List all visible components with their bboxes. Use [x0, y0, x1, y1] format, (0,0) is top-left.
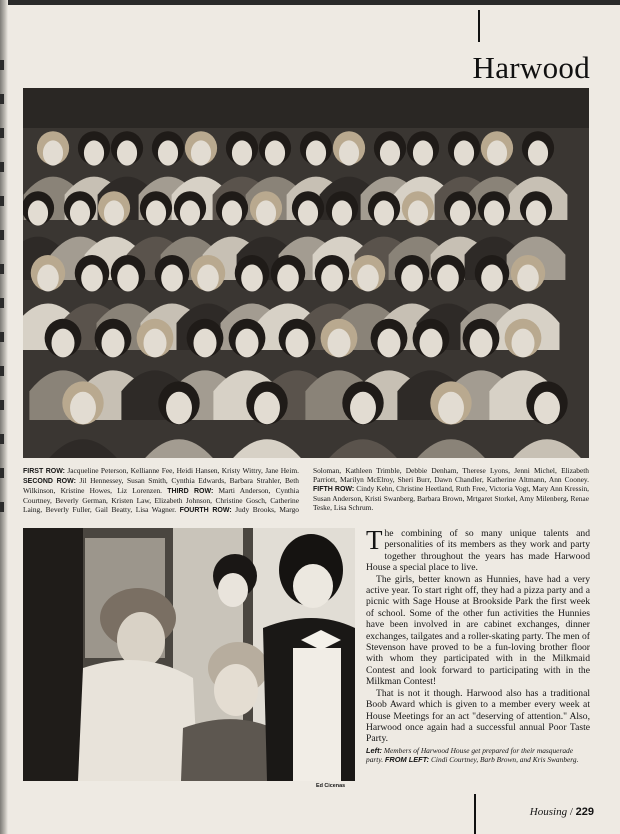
binding-marks — [0, 60, 4, 520]
group-member-face — [117, 265, 139, 292]
caption-row-3: THIRD ROW: Marti Anderson, Cynthia Courtney, Beverly German, Kristen Law, Elizabeth Johnson, Christine Gosch, Catherine Laing, Beverly Fuller, Gail Beatty, Lisa Wagner. — [23, 486, 299, 515]
group-member-face — [321, 265, 343, 292]
footer-section: Housing — [529, 806, 568, 818]
group-member-face — [484, 200, 504, 225]
group-photo-illustration — [23, 88, 589, 458]
caption-row-5: FIFTH ROW: Cindy Kehn, Christine Heetland, Ruth Free, Victoria Vogt, Mary Ann Kressin, Susan Anderson, Kristi Swanberg, Barbara Brown, Mrtgaret Storkel, Amy Milenberg, Renae Teske, Lisa Schrum. — [313, 484, 589, 513]
group-member-face — [380, 140, 400, 165]
footer-separator: / — [567, 806, 576, 818]
group-member-face — [146, 200, 166, 225]
candid-photo-illustration — [23, 528, 355, 781]
article-paragraph-2: The girls, better known as Hunnies, have had a very active year. To start right off, they had a pizza party and a picnic with Sage House at Brookside Park the first week of school. Some of the other fun activities the Hunnies have been involved in are cabinet exchanges, dinner exchanges, tailgates and a roller-skating party. The men of Stevenson have proved to be a fun-loving brother floor with whom they participated with in the Milkmaid Contest and look forward to participating with in the Milkman Contest! — [366, 573, 590, 688]
group-member-face — [285, 329, 308, 358]
page-title: Harwood — [472, 50, 590, 85]
group-member-face — [511, 329, 534, 358]
group-member-face — [161, 265, 183, 292]
group-member-face — [193, 329, 216, 358]
group-member-face — [51, 329, 74, 358]
group-member-face — [450, 200, 470, 225]
group-member-face — [28, 200, 48, 225]
caption-row-2: SECOND ROW: Jil Hennessey, Susan Smith, Cynthia Edwards, Barbara Strahler, Beth Wilkinson, Kristine Howes, Liz Lorenzen. — [23, 476, 299, 496]
article-paragraph-3: That is not it though. Harwood also has a traditional Boob Award which is given to a member every week at House Meetings for an act "deserving of attention." Also, Harwood once again had a successful annual Poor Taste Party. — [366, 687, 590, 745]
group-member-face — [437, 265, 459, 292]
group-member-face — [481, 265, 503, 292]
group-member-face — [419, 329, 442, 358]
candid-photo — [23, 528, 355, 781]
page-footer — [530, 806, 594, 818]
group-member-face — [526, 200, 546, 225]
group-member-face — [534, 392, 560, 424]
footer-rule — [474, 794, 476, 834]
group-member-face — [70, 392, 96, 424]
group-member-face — [298, 200, 318, 225]
group-member-face — [101, 329, 124, 358]
group-member-face — [454, 140, 474, 165]
group-member-face — [339, 140, 359, 165]
caption-row-4: FOURTH ROW: Judy Brooks, Margo Soloman, Kathleen Trimble, Debbie Denham, Therese Lyons, Jenni Michel, Elizabeth Parriott, Marilyn McElroy, Sheri Burr, Dawn Chandler, Katherine Altmann, Ann Cooney. — [179, 466, 589, 515]
group-photo-caption — [23, 466, 589, 515]
group-member-face — [84, 140, 104, 165]
group-member-face — [117, 140, 137, 165]
article-body — [366, 525, 590, 745]
group-member-face — [256, 200, 276, 225]
group-member-face — [438, 392, 464, 424]
page-number: 229 — [575, 806, 594, 818]
title-rule — [478, 10, 480, 42]
group-member-face — [517, 265, 539, 292]
group-member-face — [327, 329, 350, 358]
group-member-face — [43, 140, 63, 165]
group-member-face — [222, 200, 242, 225]
group-member-face — [191, 140, 211, 165]
group-member-face — [235, 329, 258, 358]
group-member-face — [528, 140, 548, 165]
group-member-face — [401, 265, 423, 292]
group-photo — [23, 88, 589, 458]
group-member-face — [306, 140, 326, 165]
article-paragraph-1: The combining of so many unique talents and personalities of its members as they work and party together throughout the years has made Harwood House a special place to live. — [366, 525, 590, 574]
group-member-face — [241, 265, 263, 292]
group-member-face — [408, 200, 428, 225]
group-member-face — [232, 140, 252, 165]
group-member-face — [81, 265, 103, 292]
group-member-face — [265, 140, 285, 165]
group-member-face — [180, 200, 200, 225]
group-member-face — [197, 265, 219, 292]
group-member-face — [332, 200, 352, 225]
top-border — [0, 0, 620, 5]
group-member-face — [37, 265, 59, 292]
group-member-face — [104, 200, 124, 225]
group-member-face — [469, 329, 492, 358]
photo-credit: Ed Cicenas — [316, 783, 346, 789]
caption-row-1: FIRST ROW: Jacqueline Peterson, Kellianne Fee, Heidi Hansen, Kristy Wittry, Jane Heim. — [23, 466, 299, 475]
candid-photo-caption: Left: Members of Harwood House get prepared for their masquerade party. FROM LEFT: Cindi Courtney, Barb Brown, and Kris Swanberg. — [366, 746, 579, 765]
group-member-face — [277, 265, 299, 292]
group-member-face — [70, 200, 90, 225]
drop-cap: T — [366, 525, 383, 555]
group-member-face — [357, 265, 379, 292]
group-member-face — [254, 392, 280, 424]
group-member-face — [487, 140, 507, 165]
group-member-face — [377, 329, 400, 358]
group-member-face — [413, 140, 433, 165]
group-member-face — [166, 392, 192, 424]
group-member-face — [374, 200, 394, 225]
group-member-face — [158, 140, 178, 165]
group-member-face — [143, 329, 166, 358]
group-member-face — [350, 392, 376, 424]
